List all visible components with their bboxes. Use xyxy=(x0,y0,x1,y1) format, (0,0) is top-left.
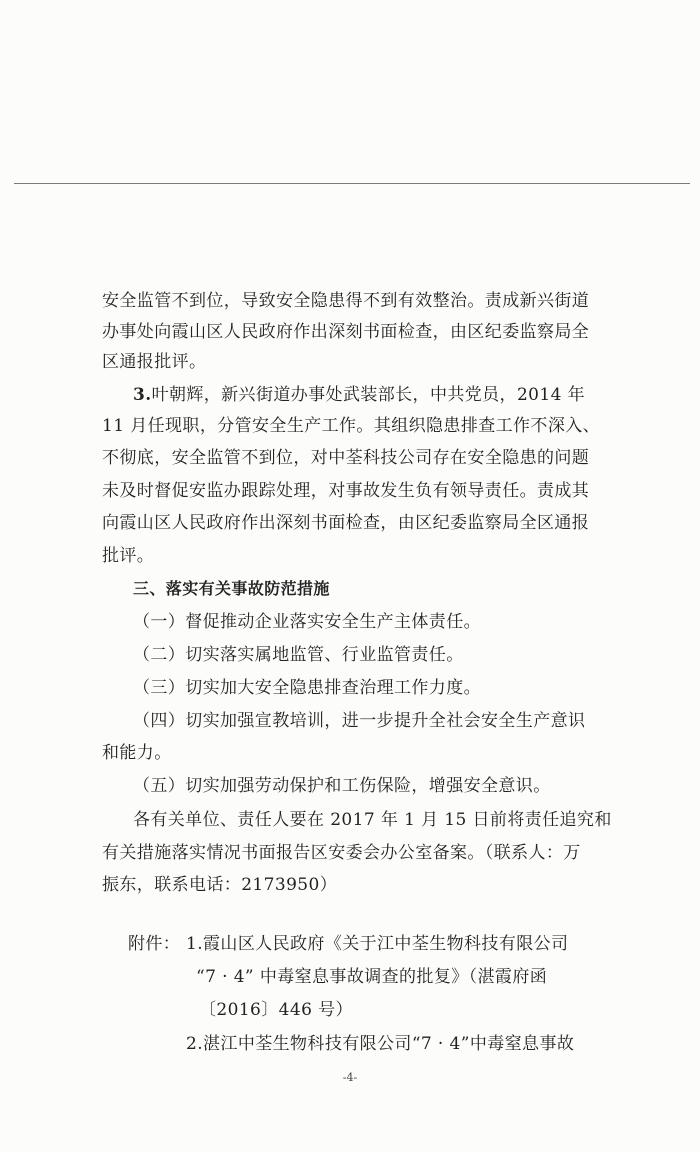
section-heading: 三、落实有关事故防范措施 xyxy=(133,579,330,598)
body-line: 不彻底，安全监管不到位，对中荃科技公司存在安全隐患的问题 xyxy=(102,448,590,468)
measure-item: （五）切实加强劳动保护和工伤保险，增强安全意识。 xyxy=(133,776,551,796)
header-divider xyxy=(14,183,690,184)
attachment-item-1-cont: 〔2016〕446 号） xyxy=(199,1000,353,1020)
body-line: 向霞山区人民政府作出深刻书面检查，由区纪委监察局全区通报 xyxy=(102,513,590,533)
measure-item-cont: 和能力。 xyxy=(102,743,172,763)
attachment-item-2: 2.湛江中荃生物科技有限公司“7 · 4”中毒窒息事故 xyxy=(186,1034,575,1054)
body-line: 安全监管不到位，导致安全隐患得不到有效整治。责成新兴街道 xyxy=(102,291,590,311)
measure-item: （四）切实加强宣教培训，进一步提升全社会安全生产意识 xyxy=(133,711,586,731)
item-3-first-line xyxy=(133,385,585,405)
closing-line: 有关措施落实情况书面报告区安委会办公室备案。（联系人：万 xyxy=(102,843,581,863)
measure-item: （三）切实加大安全隐患排查治理工作力度。 xyxy=(133,678,481,698)
page-number: -4- xyxy=(342,1071,358,1084)
body-line: 区通报批评。 xyxy=(102,352,207,372)
closing-line: 各有关单位、责任人要在 2017 年 1 月 15 日前将责任追究和 xyxy=(133,810,612,830)
body-line: 批评。 xyxy=(102,546,155,566)
item-text: 叶朝辉，新兴街道办事处武装部长，中共党员，2014 年 xyxy=(151,385,586,405)
attachments-label: 附件： xyxy=(128,934,181,954)
body-line: 办事处向霞山区人民政府作出深刻书面检查，由区纪委监察局全 xyxy=(102,322,590,342)
measure-item: （一）督促推动企业落实安全生产主体责任。 xyxy=(133,612,481,632)
measure-item: （二）切实落实属地监管、行业监管责任。 xyxy=(133,645,464,665)
body-line: 未及时督促安监办跟踪处理，对事故发生负有领导责任。责成其 xyxy=(102,481,590,501)
attachment-item-1-cont: “7 · 4” 中毒窒息事故调查的批复》（湛霞府函 xyxy=(196,967,548,987)
item-number: 3. xyxy=(133,385,152,405)
closing-line: 振东，联系电话：2173950） xyxy=(102,875,338,895)
attachment-item-1: 1.霞山区人民政府《关于江中荃生物科技有限公司 xyxy=(186,934,569,954)
body-line: 11 月任现职，分管安全生产工作。其组织隐患排查工作不深入、 xyxy=(102,416,601,436)
